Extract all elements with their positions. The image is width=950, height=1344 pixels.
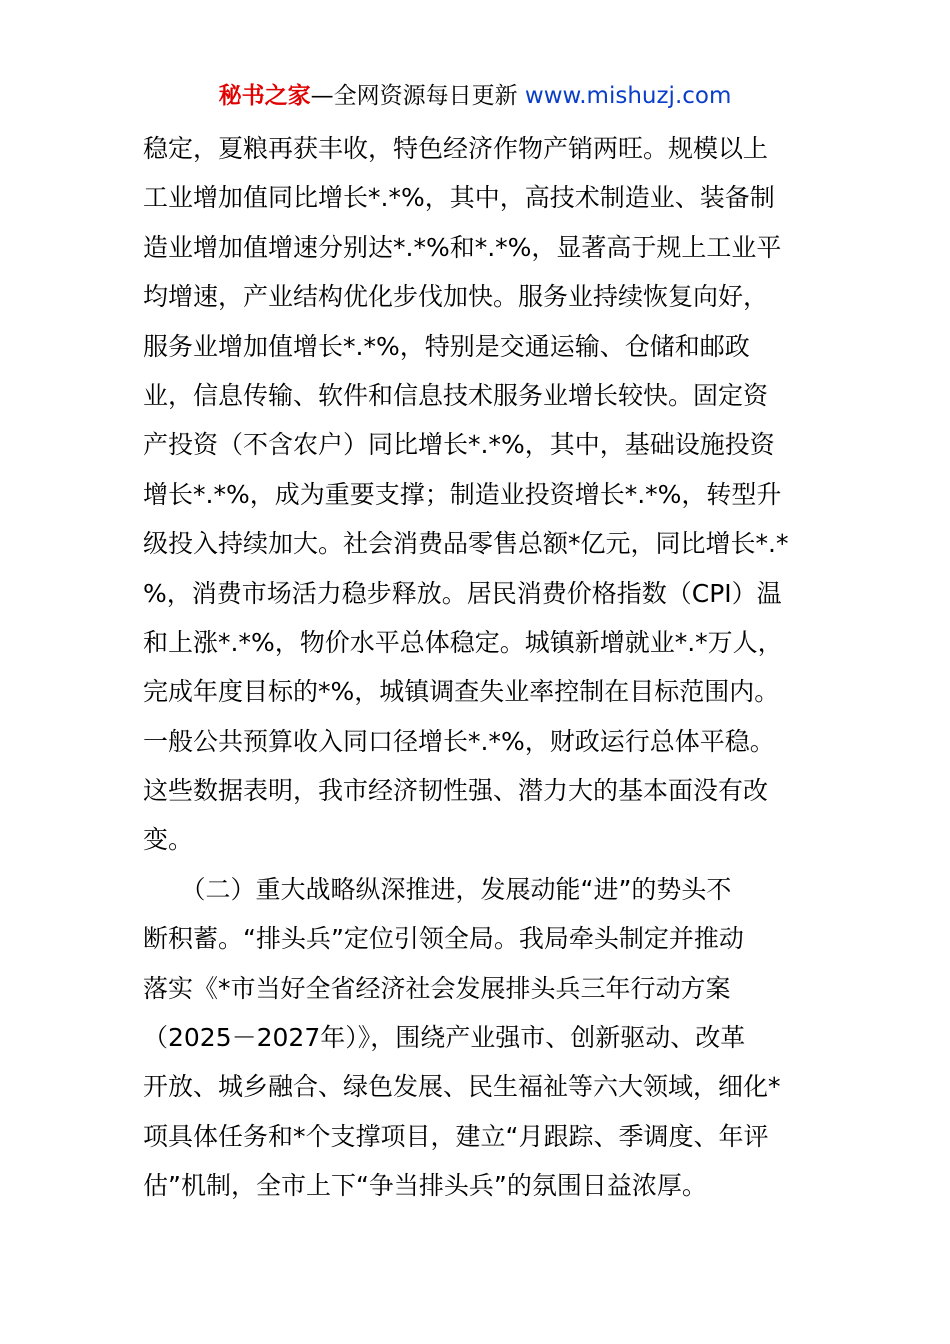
site-url-link[interactable]: www.mishuzj.com (524, 83, 732, 109)
text-line: 业，信息传输、软件和信息技术服务业增长较快。固定资 (143, 380, 769, 410)
text-line: 变。 (143, 825, 194, 855)
document-body (143, 124, 813, 1211)
text-line: 级投入持续加大。社会消费品零售总额*亿元，同比增长*.* (143, 529, 789, 559)
text-line: 造业增加值增速分别达*.*%和*.*%，显著高于规上工业平 (143, 232, 782, 262)
text-line: 均增速，产业结构优化步伐加快。服务业持续恢复向好， (143, 282, 769, 312)
text-line: 开放、城乡融合、绿色发展、民生福祉等六大领域，细化* (143, 1072, 781, 1102)
text-line: 和上涨*.*%，物价水平总体稳定。城镇新增就业*.*万人， (143, 627, 783, 657)
header-tagline: —全网资源每日更新 (310, 83, 518, 109)
text-line: 增长*.*%，成为重要支撑；制造业投资增长*.*%，转型升 (143, 479, 782, 509)
text-line: 完成年度目标的*%，城镇调查失业率控制在目标范围内。 (143, 677, 780, 707)
text-line: 工业增加值同比增长*.*%，其中，高技术制造业、装备制 (143, 183, 775, 213)
text-line: 项具体任务和*个支撑项目，建立“月跟踪、季调度、年评 (143, 1121, 769, 1151)
section-heading-line: （二）重大战略纵深推进，发展动能“进”的势头不 (143, 874, 732, 904)
brand-name: 秘书之家 (218, 83, 311, 109)
text-line: 断积蓄。“排头兵”定位引领全局。我局牵头制定并推动 (143, 924, 744, 954)
text-line: 这些数据表明，我市经济韧性强、潜力大的基本面没有改 (143, 776, 769, 806)
text-line: 一般公共预算收入同口径增长*.*%，财政运行总体平稳。 (143, 726, 775, 756)
text-line: 产投资（不含农户）同比增长*.*%，其中，基础设施投资 (143, 430, 775, 460)
text-line: %，消费市场活力稳步释放。居民消费价格指数（CPI）温 (143, 578, 782, 608)
text-line: 稳定，夏粮再获丰收，特色经济作物产销两旺。规模以上 (143, 134, 769, 163)
text-line: 服务业增加值增长*.*%，特别是交通运输、仓储和邮政 (143, 331, 750, 361)
text-line: 落实《*市当好全省经济社会发展排头兵三年行动方案 (143, 973, 731, 1003)
site-header (0, 80, 950, 112)
text-line: （2025－2027年）》，围绕产业强市、创新驱动、改革 (143, 1023, 746, 1053)
text-line: 估”机制，全市上下“争当排头兵”的氛围日益浓厚。 (143, 1171, 707, 1201)
